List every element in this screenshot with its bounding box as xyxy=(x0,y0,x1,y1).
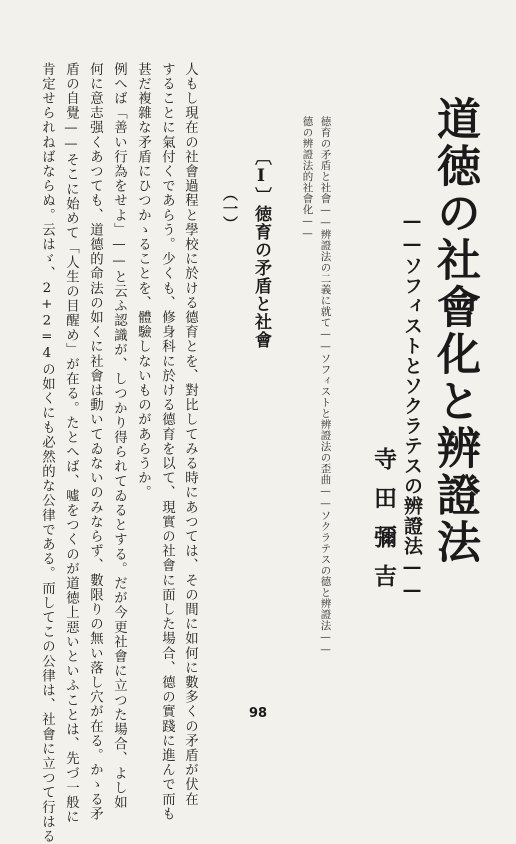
table-of-contents-line-1: 徳育の矛盾と社會——辨證法の二義に就て——ソフィストと辨證法の歪曲——ソクラテスの德と辨證法—— xyxy=(319,116,332,656)
body-line: 肯定せられねばならぬ。云はゞ、2+2=4の如くにも必然的な公律である。而してこの公律は、社會に立つて行はる xyxy=(39,62,55,844)
body-line: 人もし現在の社會過程と學校に於ける德育とを、對比してみる時にあつては、その間に如何に數多くの矛盾が伏在 xyxy=(182,62,198,807)
subsection-number: （一） xyxy=(221,186,239,231)
page-number: 98 xyxy=(248,706,268,721)
body-line: 盾の自覺——そこに始めて「人生の目醒め」が在る。たとへば、噓をつくのが道徳上惡いといふことは、先づ一般に xyxy=(63,62,79,825)
article-title: 道徳の社會化と辨證法 xyxy=(429,96,480,566)
author-name: 寺田彌吉 xyxy=(370,447,397,603)
body-line: 甚だ複雜な矛盾にひつかゝることを、體驗しないものがあらうか。 xyxy=(135,62,151,500)
body-line: 例へば「善い行為をせよ」——と云ふ認識が、しつかり得られてゐるとする。だが今更社會に立つた場合、よし如 xyxy=(111,62,127,810)
body-line: 何に意志强くあつても、道德的命法の如くに社會は動いてゐないのみならず、數限りの無い落し穴が在る。かゝる矛 xyxy=(87,62,103,822)
article-subtitle: ——ソフィストとソクラテスの辨證法—— xyxy=(401,210,423,602)
body-line: することに氣付くであらう。少くも、修身科に於ける德育を以て、現實の社會に面した場合、德の實踐に進んで而も xyxy=(159,62,175,822)
section-heading: 〔Ⅰ〕徳育の矛盾と社會 xyxy=(251,148,271,349)
table-of-contents-line-2: 德の辨證法的社會化—— xyxy=(301,116,314,240)
